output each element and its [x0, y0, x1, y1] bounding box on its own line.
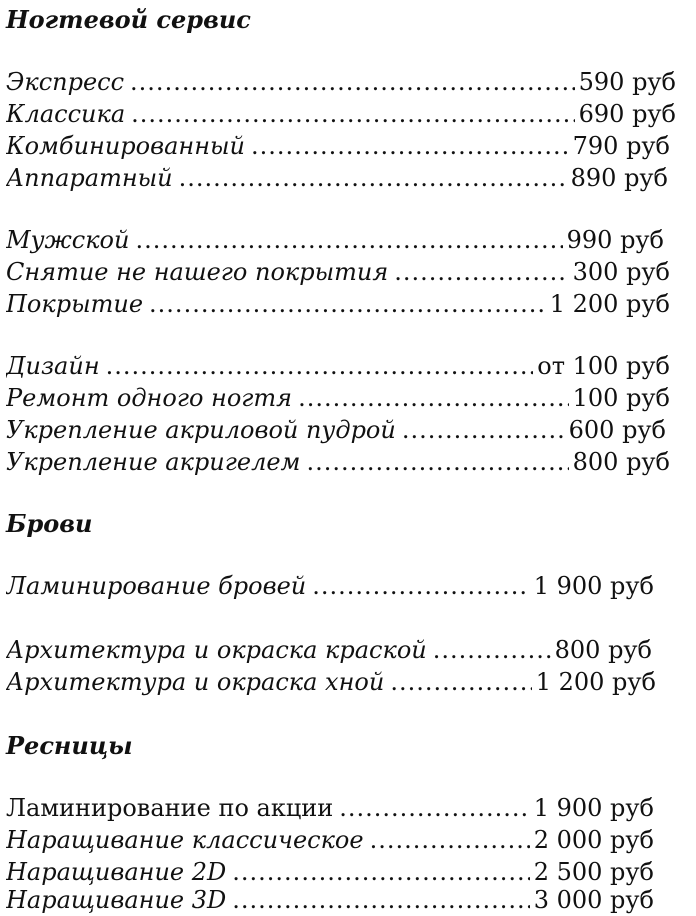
price-row	[6, 792, 654, 824]
dot-leader	[131, 98, 574, 130]
dot-leader	[394, 256, 568, 288]
service-price: 590 руб	[578, 68, 676, 96]
dot-leader	[370, 824, 530, 856]
service-name: Архитектура и окраска краской	[6, 636, 427, 664]
service-price: 2 500 руб	[533, 858, 654, 886]
dot-leader	[433, 634, 551, 666]
service-name: Наращивание классическое	[6, 826, 364, 854]
service-price: 1 200 руб	[549, 290, 670, 318]
service-name: Дизайн	[6, 352, 100, 380]
price-row	[6, 350, 670, 382]
price-row	[6, 98, 676, 130]
dot-leader	[232, 884, 529, 916]
dot-leader	[251, 130, 569, 162]
dot-leader	[312, 570, 529, 602]
price-row	[6, 414, 666, 446]
price-row	[6, 446, 670, 478]
service-price: 800 руб	[572, 448, 670, 476]
service-price: 790 руб	[572, 132, 670, 160]
section-title-lashes: Ресницы	[6, 731, 133, 760]
service-name: Ремонт одного ногтя	[6, 384, 293, 412]
dot-leader	[339, 792, 529, 824]
price-row	[6, 570, 654, 602]
dot-leader	[298, 382, 569, 414]
section-title-brows: Брови	[6, 509, 93, 538]
price-row	[6, 382, 670, 414]
service-price: от 100 руб	[537, 352, 670, 380]
service-name: Укрепление акриловой пудрой	[6, 416, 396, 444]
price-row	[6, 824, 654, 856]
dot-leader	[149, 288, 546, 320]
service-name: Снятие не нашего покрытия	[6, 258, 389, 286]
service-name: Ламинирование бровей	[6, 572, 307, 600]
service-name: Экспресс	[6, 68, 125, 96]
price-row	[6, 66, 676, 98]
price-row	[6, 256, 670, 288]
service-name: Классика	[6, 100, 126, 128]
price-row	[6, 884, 654, 916]
service-price: 600 руб	[568, 416, 666, 444]
service-price: 1 200 руб	[535, 668, 656, 696]
dot-leader	[306, 446, 568, 478]
service-name: Ламинирование по акции	[6, 794, 334, 822]
service-price: 1 900 руб	[533, 572, 654, 600]
dot-leader	[390, 666, 531, 698]
service-price: 800 руб	[554, 636, 652, 664]
service-name: Аппаратный	[6, 164, 173, 192]
price-row	[6, 288, 670, 320]
service-name: Архитектура и окраска хной	[6, 668, 385, 696]
service-name: Комбинированный	[6, 132, 246, 160]
service-name: Покрытие	[6, 290, 144, 318]
service-price: 3 000 руб	[533, 886, 654, 914]
section-title-nail-service: Ногтевой сервис	[6, 5, 251, 34]
dot-leader	[179, 162, 567, 194]
service-price: 300 руб	[572, 258, 670, 286]
service-price: 100 руб	[572, 384, 670, 412]
dot-leader	[402, 414, 565, 446]
price-row	[6, 130, 670, 162]
price-row	[6, 162, 668, 194]
dot-leader	[106, 350, 534, 382]
service-name: Наращивание 2D	[6, 858, 227, 886]
dot-leader	[135, 224, 562, 256]
service-name: Мужской	[6, 226, 130, 254]
service-price: 690 руб	[578, 100, 676, 128]
service-price: 890 руб	[570, 164, 668, 192]
service-name: Наращивание 3D	[6, 886, 227, 914]
price-row	[6, 634, 652, 666]
service-price: 2 000 руб	[533, 826, 654, 854]
dot-leader	[130, 66, 575, 98]
service-name: Укрепление акригелем	[6, 448, 301, 476]
price-row	[6, 666, 656, 698]
service-price: 990 руб	[566, 226, 664, 254]
service-price: 1 900 руб	[533, 794, 654, 822]
price-row	[6, 224, 664, 256]
